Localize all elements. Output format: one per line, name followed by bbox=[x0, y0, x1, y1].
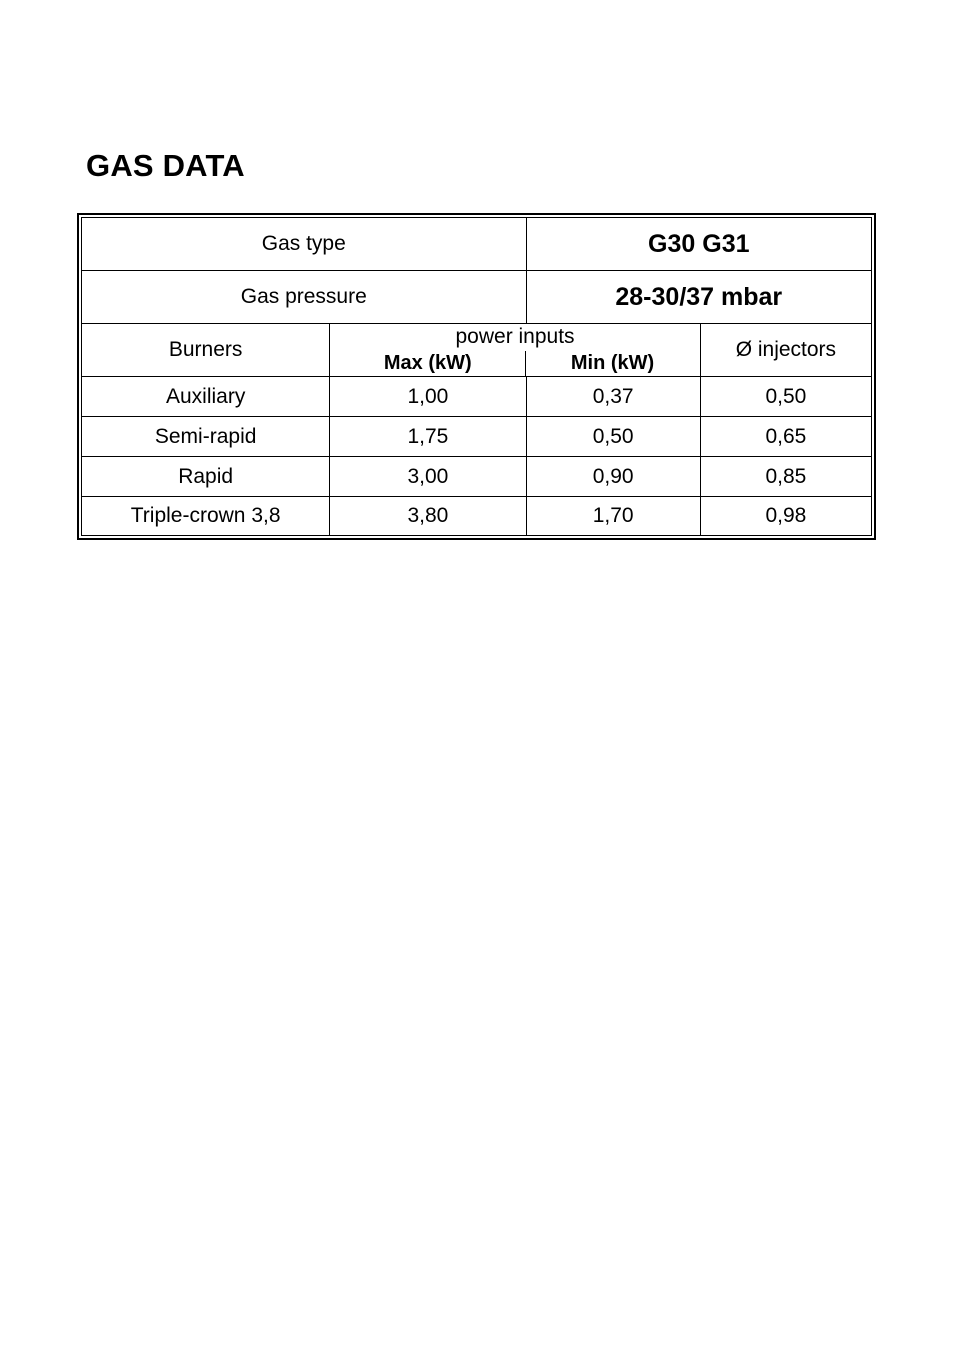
min-power: 0,37 bbox=[526, 377, 700, 417]
injector-size: 0,85 bbox=[700, 457, 871, 497]
table-row bbox=[82, 497, 872, 536]
gas-pressure-value: 28-30/37 mbar bbox=[526, 271, 871, 324]
table-row bbox=[82, 377, 872, 417]
gas-type-row bbox=[82, 218, 872, 271]
injectors-header: Ø injectors bbox=[700, 324, 871, 377]
min-power: 1,70 bbox=[526, 497, 700, 536]
burner-name: Triple-crown 3,8 bbox=[82, 497, 330, 536]
page-title: GAS DATA bbox=[86, 148, 245, 183]
gas-type-value: G30 G31 bbox=[526, 218, 871, 271]
power-inputs-title: power inputs bbox=[455, 325, 575, 348]
power-inputs-header bbox=[330, 324, 700, 377]
burner-name: Rapid bbox=[82, 457, 330, 497]
injector-size: 0,50 bbox=[700, 377, 871, 417]
table-row bbox=[82, 457, 872, 497]
max-power: 1,00 bbox=[330, 377, 526, 417]
injector-size: 0,98 bbox=[700, 497, 871, 536]
table-row bbox=[82, 417, 872, 457]
max-power: 3,80 bbox=[330, 497, 526, 536]
gas-pressure-row bbox=[82, 271, 872, 324]
burner-name: Auxiliary bbox=[82, 377, 330, 417]
gas-data-table-frame bbox=[77, 213, 876, 540]
gas-type-label: Gas type bbox=[82, 218, 527, 271]
gas-pressure-label: Gas pressure bbox=[82, 271, 527, 324]
min-kw-header: Min (kW) bbox=[570, 352, 655, 374]
power-inputs-subheaders bbox=[330, 351, 699, 375]
max-power: 3,00 bbox=[330, 457, 526, 497]
min-power: 0,90 bbox=[526, 457, 700, 497]
min-power: 0,50 bbox=[526, 417, 700, 457]
max-kw-header: Max (kW) bbox=[383, 352, 472, 374]
burner-name: Semi-rapid bbox=[82, 417, 330, 457]
column-header-row bbox=[82, 324, 872, 377]
max-power: 1,75 bbox=[330, 417, 526, 457]
gas-data-table bbox=[81, 217, 872, 536]
injector-size: 0,65 bbox=[700, 417, 871, 457]
burners-header: Burners bbox=[82, 324, 330, 377]
